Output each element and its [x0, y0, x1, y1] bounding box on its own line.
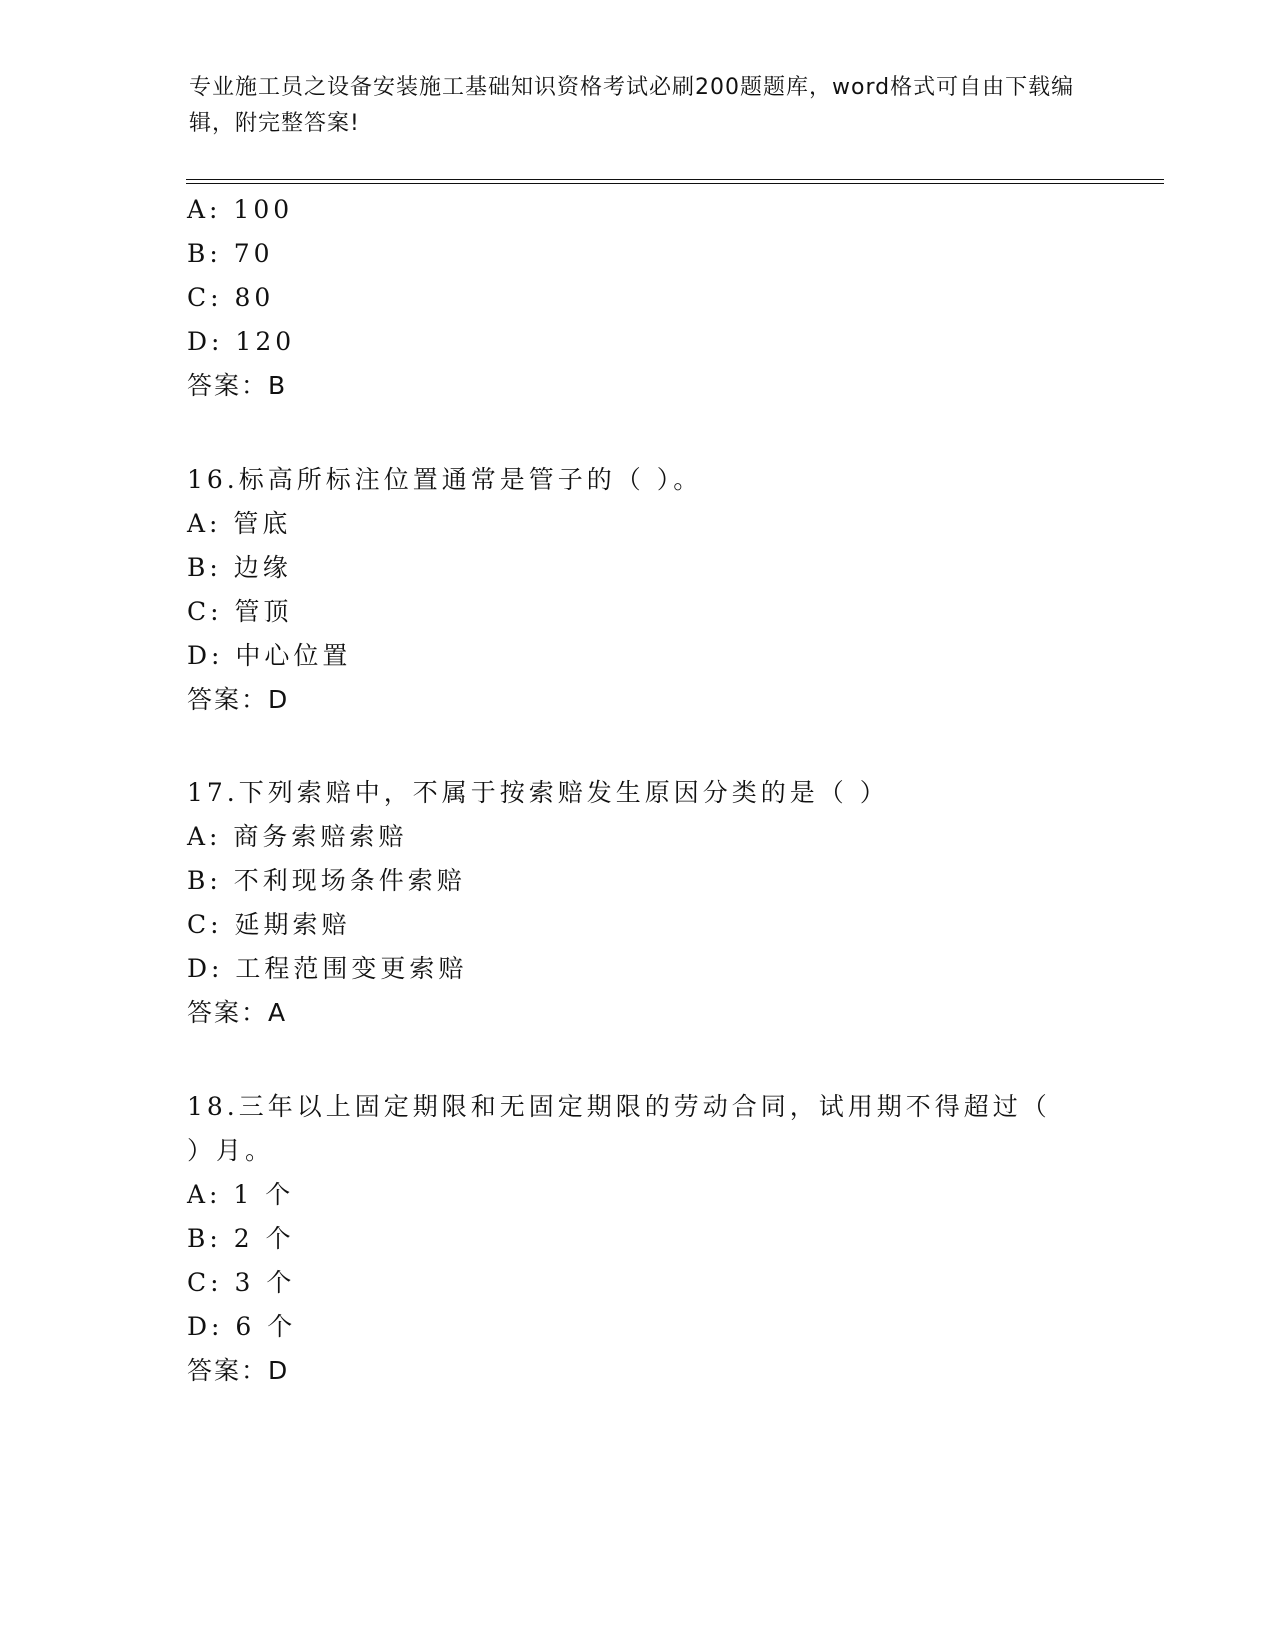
q17-option-d: D: 工程范围变更索赔 — [187, 954, 468, 983]
q17-option-a: A: 商务索赔索赔 — [187, 822, 408, 851]
q18-option-b: B: 2 个 — [187, 1224, 295, 1253]
q16-answer: 答案：D — [187, 685, 290, 714]
q17-question: 17.下列索赔中，不属于按索赔发生原因分类的是（ ） — [187, 778, 889, 807]
q16-option-b: B: 边缘 — [187, 553, 292, 582]
q18-option-c: C: 3 个 — [187, 1268, 296, 1297]
q18-question-line1: 18.三年以上固定期限和无固定期限的劳动合同，试用期不得超过（ — [187, 1092, 1051, 1121]
q16-option-d: D: 中心位置 — [187, 641, 352, 670]
q18-option-a: A: 1 个 — [187, 1180, 295, 1209]
q18-question-line2: ）月。 — [187, 1136, 275, 1165]
q17-answer: 答案：A — [187, 998, 288, 1027]
q15-answer: 答案：B — [187, 371, 288, 400]
q16-option-c: C: 管顶 — [187, 597, 293, 626]
q17-option-b: B: 不利现场条件索赔 — [187, 866, 466, 895]
header-divider — [186, 179, 1164, 184]
q15-option-d: D: 120 — [187, 327, 296, 356]
q16-question: 16.标高所标注位置通常是管子的（ ）。 — [187, 465, 703, 494]
q15-option-c: C: 80 — [187, 283, 275, 312]
q15-option-b: B: 70 — [187, 239, 274, 268]
q15-option-a: A: 100 — [187, 195, 294, 224]
document-header: 专业施工员之设备安装施工基础知识资格考试必刷200题题库，word格式可自由下载编辑，附完整答案! — [189, 75, 1075, 136]
q16-option-a: A: 管底 — [187, 509, 292, 538]
q18-option-d: D: 6 个 — [187, 1312, 297, 1341]
q18-answer: 答案：D — [187, 1356, 290, 1385]
q17-option-c: C: 延期索赔 — [187, 910, 351, 939]
